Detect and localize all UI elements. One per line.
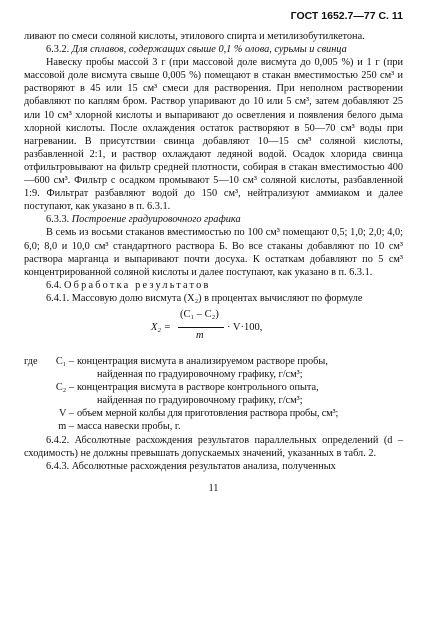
- paragraph-continued: ливают по смеси соляной кислоты, этилового спирта и метилизобутилкетона.: [24, 31, 365, 42]
- paragraph-6-4-1: 6.4.1. Массовую долю висмута (X₂) в процентах вычисляют по формуле: [46, 292, 363, 304]
- definition-row: [24, 355, 403, 381]
- paragraph-procedure: Навеску пробы массой 3 г (при массовой доле висмута до 0,005 %) и 1 г (при массовой доле висмута свыше 0,005 %) помещают в стакан вместимостью 250 см³ и растворяют в 45 или 15 см³ смеси для растворения. При неполном растворении добавляют по каплям бром. Раствор упаривают до 10 или 5 см³, затем добавляют 25 или 10 см³ хлорной кислоты и выпаривают до осветления и появления белого дыма хлорной кислоты. После охлаждения остаток растворяют в 50—70 см³ воды при нагревании. В присутствии свинца добавляют 10—15 см³ соляной кислоты, разбавленной 2:1, и раствор охлаждают ледяной водой. Осадок хлорида свинца отфильтровывают на фильтр средней плотности, собирая в стакан вместимостью 400—600 см³. Фильтр с осадком промывают 5—10 см³ соляной кислоты, разбавленной 1:9. Фильтрат разбавляют водой до 150 см³, нейтрализуют аммиаком и далее поступают, как указано в п. 6.3.1.: [24, 57, 403, 213]
- document-page: [24, 10, 403, 494]
- formula-rest: · V·100,: [227, 321, 263, 333]
- definition-symbol: C₁ –: [55, 355, 74, 367]
- paragraph-calibration: В семь из восьми стаканов вместимостью по 100 см³ помещают 0,5; 1,0; 2,0; 4,0; 6,0; 8,0 и 10,0 см³ стандартного раствора Б. Во все стаканы добавляют по 10 см³ раствора марганца и выпаривают почти досуха. К остаткам добавляют по 5 см³ концентрированной соляной кислоты и далее поступают, как указано в п. 6.3.1.: [24, 227, 403, 278]
- formula-numerator: (C₁ – C₂): [180, 308, 219, 320]
- section-6-3-2-heading: [24, 43, 403, 56]
- section-number: 6.3.3.: [46, 214, 70, 226]
- definition-text: объем мерной колбы для приготовления раствора пробы, см³;: [77, 408, 339, 420]
- definition-body: [77, 355, 403, 381]
- definition-text: масса навески пробы, г.: [77, 421, 181, 433]
- section-title: Обработка результатов: [64, 279, 211, 291]
- section-number: 6.3.2.: [46, 44, 70, 56]
- formula-lhs: X₂ =: [151, 321, 171, 333]
- page-header: ГОСТ 1652.7—77 С. 11: [290, 10, 403, 22]
- definition-text-cont: найденная по градуировочному графику, г/см³;: [97, 369, 303, 381]
- definition-text: концентрация висмута в растворе контрольного опыта,: [77, 382, 319, 394]
- definition-row: [24, 407, 403, 420]
- body-text: [24, 30, 403, 305]
- paragraph-6-4-3: 6.4.3. Абсолютные расхождения результатов анализа, полученных: [46, 460, 336, 472]
- formula: [24, 309, 403, 349]
- formula-denominator: m: [196, 329, 204, 341]
- definition-row: [24, 420, 403, 433]
- definition-row: [24, 381, 403, 407]
- fraction-bar: [178, 327, 224, 328]
- where-word: где: [24, 355, 38, 367]
- paragraph-6-4-2: 6.4.2. Абсолютные расхождения результатов параллельных определений (d – сходимость) не должны превышать допускаемых значений, указанных в табл. 2.: [24, 434, 403, 459]
- definition-text: концентрация висмута в анализируемом растворе пробы,: [77, 355, 328, 367]
- page-number: 11: [208, 482, 219, 494]
- section-6-4-heading: [24, 279, 403, 292]
- definition-symbol: C₂ –: [55, 382, 74, 394]
- definition-symbol: V –: [59, 408, 74, 420]
- section-number: 6.4.: [46, 279, 62, 291]
- definition-text-cont: найденная по градуировочному графику, г/см³;: [97, 395, 303, 407]
- section-title: Для сплавов, содержащих свыше 0,1 % олова, сурьмы и свинца: [71, 44, 347, 56]
- definition-symbol: m –: [58, 421, 74, 433]
- section-6-3-3-heading: [24, 213, 403, 226]
- body-text-lower: [24, 434, 403, 473]
- definition-body: [77, 381, 403, 407]
- section-title: Построение градуировочного графика: [71, 214, 241, 226]
- variable-definitions: [24, 355, 403, 434]
